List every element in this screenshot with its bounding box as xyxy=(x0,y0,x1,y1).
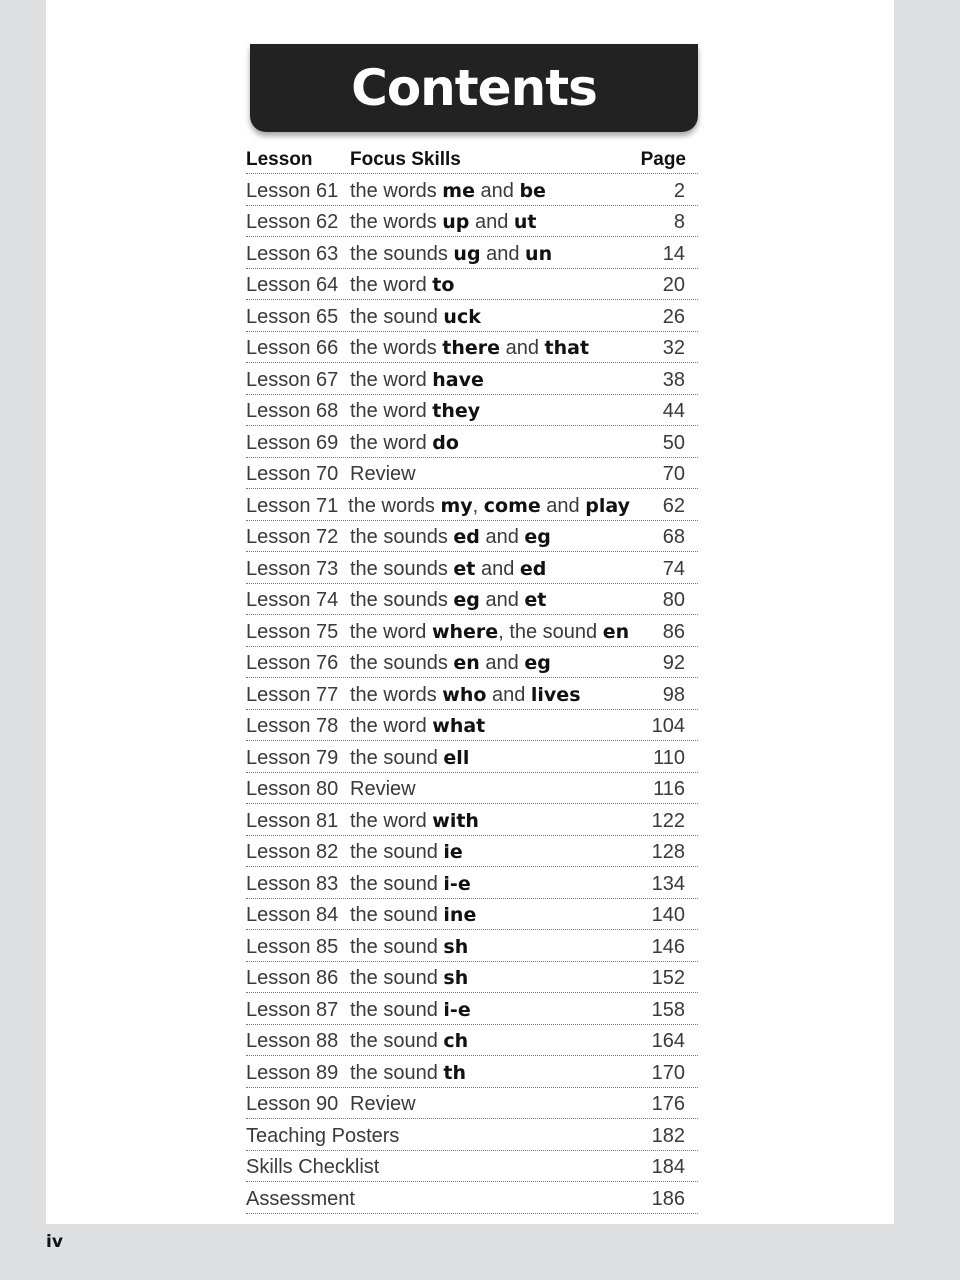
focus-keyword: et xyxy=(524,589,547,611)
table-row xyxy=(246,678,698,710)
focus-skill xyxy=(350,274,629,297)
focus-keyword: me xyxy=(442,179,475,202)
lesson-name: Lesson 78 xyxy=(246,715,339,737)
focus-keyword: my xyxy=(440,494,473,517)
lesson-name: Lesson 69 xyxy=(246,431,339,454)
header-page: Page xyxy=(640,149,686,170)
page-number-cell: 134 xyxy=(651,872,685,895)
focus-keyword: sh xyxy=(443,935,469,958)
focus-skill xyxy=(350,463,629,486)
focus-text: the words xyxy=(350,179,443,202)
focus-keyword: come xyxy=(483,494,541,517)
lesson-name: Lesson 64 xyxy=(246,274,339,296)
table-row xyxy=(246,237,698,269)
table-row xyxy=(246,867,698,899)
page-number-cell: 20 xyxy=(662,274,685,296)
focus-keyword: with xyxy=(432,809,479,832)
table-row xyxy=(246,458,698,490)
lesson-name: Lesson 77 xyxy=(246,683,339,706)
table-row xyxy=(246,174,698,206)
page-number-cell: 152 xyxy=(651,967,685,989)
lesson-name: Teaching Posters xyxy=(246,1124,400,1147)
focus-skill xyxy=(350,211,629,234)
table-body xyxy=(246,174,698,1214)
focus-text: the sound xyxy=(350,1030,444,1052)
lesson-name: Lesson 61 xyxy=(246,179,339,202)
lesson-name: Lesson 67 xyxy=(246,368,339,391)
focus-keyword: that xyxy=(544,337,590,359)
title-banner xyxy=(250,44,698,132)
table-row xyxy=(246,710,698,742)
focus-text: and xyxy=(469,211,514,233)
focus-keyword: what xyxy=(432,715,486,737)
focus-skill xyxy=(350,180,629,203)
focus-skill xyxy=(350,306,629,329)
table-row xyxy=(246,1025,698,1057)
focus-text: and xyxy=(474,179,520,202)
lesson-name: Lesson 90 xyxy=(246,1093,339,1115)
focus-skill xyxy=(350,558,629,581)
focus-text: the sound xyxy=(350,967,444,989)
focus-text: the word xyxy=(350,274,433,296)
lesson-name: Lesson 87 xyxy=(246,998,339,1021)
focus-skill xyxy=(350,873,629,896)
focus-skill xyxy=(350,747,629,770)
focus-keyword: eg xyxy=(524,526,551,548)
focus-text: and xyxy=(480,242,526,265)
focus-text: and xyxy=(479,589,525,611)
table-row xyxy=(246,1088,698,1120)
focus-text: the sound xyxy=(350,746,444,769)
page-number-cell: 140 xyxy=(651,904,685,926)
page-number-cell: 50 xyxy=(662,431,685,454)
table-row xyxy=(246,899,698,931)
page-number: iv xyxy=(46,1232,63,1252)
table-row xyxy=(246,1182,698,1214)
focus-skill xyxy=(350,369,629,392)
lesson-name: Lesson 80 xyxy=(246,778,339,800)
focus-keyword: ed xyxy=(519,557,547,580)
focus-keyword: en xyxy=(602,620,630,643)
table-row xyxy=(246,836,698,868)
page-number-cell: 164 xyxy=(651,1030,685,1052)
focus-skill xyxy=(350,526,629,549)
focus-keyword: sh xyxy=(443,967,469,989)
focus-skill xyxy=(350,337,629,360)
page-number-cell: 110 xyxy=(653,746,685,769)
lesson-name: Lesson 65 xyxy=(246,305,339,328)
focus-text: the words xyxy=(350,337,443,359)
focus-text: the sound xyxy=(350,935,444,958)
focus-skill xyxy=(350,778,629,801)
focus-text: and xyxy=(475,557,520,580)
focus-keyword: they xyxy=(432,400,481,422)
page-number-cell: 68 xyxy=(662,526,685,548)
header-lesson: Lesson xyxy=(246,149,313,170)
lesson-name: Lesson 66 xyxy=(246,337,339,359)
table-row xyxy=(246,647,698,679)
focus-text: the sounds xyxy=(350,242,454,265)
focus-text: and xyxy=(500,337,545,359)
table-row xyxy=(246,395,698,427)
page-number-cell: 62 xyxy=(662,494,685,517)
page-number-cell: 32 xyxy=(662,337,685,359)
focus-text: the word xyxy=(350,809,433,832)
focus-keyword: be xyxy=(519,179,546,202)
table-row xyxy=(246,489,698,521)
page-number-cell: 146 xyxy=(651,935,685,958)
focus-text: the word xyxy=(350,368,433,391)
focus-text: the sounds xyxy=(350,589,454,611)
focus-skill xyxy=(350,1030,629,1053)
focus-keyword: who xyxy=(442,683,487,706)
page-number-cell: 74 xyxy=(662,557,685,580)
focus-keyword: ug xyxy=(453,242,481,265)
focus-text: Review xyxy=(350,1093,416,1115)
focus-skill xyxy=(350,684,629,707)
page-number-cell: 158 xyxy=(651,998,685,1021)
lesson-name: Lesson 68 xyxy=(246,400,339,422)
lesson-name: Lesson 79 xyxy=(246,746,339,769)
lesson-name: Lesson 86 xyxy=(246,967,339,989)
focus-text: the sound xyxy=(350,1061,444,1084)
lesson-name: Lesson 62 xyxy=(246,211,339,233)
focus-text: the sound xyxy=(350,305,444,328)
table-header-row xyxy=(246,142,698,174)
lesson-name: Lesson 89 xyxy=(246,1061,339,1084)
table-row xyxy=(246,269,698,301)
page-number-cell: 44 xyxy=(662,400,685,422)
focus-keyword: ell xyxy=(443,746,470,769)
focus-text: the sounds xyxy=(350,557,454,580)
focus-keyword: ed xyxy=(453,526,480,548)
table-row xyxy=(246,521,698,553)
focus-text: the sound xyxy=(350,998,444,1021)
focus-text: and xyxy=(479,652,525,674)
focus-text: Review xyxy=(350,778,416,800)
focus-keyword: ch xyxy=(443,1030,469,1052)
table-row xyxy=(246,552,698,584)
page-number-cell: 104 xyxy=(651,715,685,737)
focus-keyword: play xyxy=(585,494,630,517)
focus-keyword: do xyxy=(432,431,459,454)
lesson-name: Lesson 84 xyxy=(246,904,339,926)
lesson-name: Assessment xyxy=(246,1187,355,1210)
focus-skill xyxy=(348,495,630,518)
focus-text: the sound xyxy=(350,841,444,863)
contents-table xyxy=(246,142,698,1214)
page-number-cell: 26 xyxy=(662,305,685,328)
lesson-name: Lesson 72 xyxy=(246,526,339,548)
page-number-cell: 116 xyxy=(653,778,685,800)
focus-keyword: uck xyxy=(443,305,481,328)
page-number-cell: 182 xyxy=(651,1124,685,1147)
focus-skill xyxy=(350,904,629,927)
focus-keyword: ine xyxy=(443,904,477,926)
focus-skill xyxy=(350,589,629,612)
table-row xyxy=(246,930,698,962)
table-row xyxy=(246,332,698,364)
page-number-cell: 170 xyxy=(651,1061,685,1084)
table-row xyxy=(246,1119,698,1151)
page-number-cell: 70 xyxy=(662,463,685,485)
focus-keyword: there xyxy=(442,337,501,359)
lesson-name: Lesson 74 xyxy=(246,589,339,611)
focus-skill xyxy=(350,841,629,864)
focus-keyword: ie xyxy=(443,841,463,863)
focus-keyword: ut xyxy=(513,211,537,233)
focus-text: the sound xyxy=(350,904,444,926)
lesson-name: Lesson 82 xyxy=(246,841,339,863)
focus-skill xyxy=(350,967,629,990)
page-number-cell: 122 xyxy=(651,809,685,832)
table-row xyxy=(246,584,698,616)
focus-text: the word xyxy=(350,400,433,422)
lesson-name: Lesson 71 xyxy=(246,494,339,517)
page-number-cell: 8 xyxy=(673,211,685,233)
focus-keyword: where xyxy=(431,620,499,643)
table-row xyxy=(246,1151,698,1183)
focus-keyword: i-e xyxy=(443,872,471,895)
focus-text: the words xyxy=(348,494,441,517)
focus-skill xyxy=(350,243,629,266)
table-row xyxy=(246,363,698,395)
lesson-name: Skills Checklist xyxy=(246,1156,380,1178)
table-row xyxy=(246,426,698,458)
table-row xyxy=(246,962,698,994)
lesson-name: Lesson 70 xyxy=(246,463,339,485)
page-number-cell: 38 xyxy=(662,368,685,391)
focus-keyword: up xyxy=(442,211,470,233)
table-row xyxy=(246,300,698,332)
focus-skill xyxy=(350,715,629,738)
lesson-name: Lesson 63 xyxy=(246,242,339,265)
focus-keyword: et xyxy=(453,557,476,580)
table-row xyxy=(246,206,698,238)
focus-keyword: i-e xyxy=(443,998,471,1021)
focus-skill xyxy=(350,1062,629,1085)
focus-keyword: to xyxy=(432,274,455,296)
focus-text: the word xyxy=(350,431,433,454)
page-number-cell: 86 xyxy=(662,620,685,643)
focus-keyword: en xyxy=(453,652,480,674)
lesson-name: Lesson 73 xyxy=(246,557,339,580)
page-number-cell: 176 xyxy=(651,1093,685,1115)
focus-skill xyxy=(350,1093,629,1116)
focus-keyword: eg xyxy=(524,652,551,674)
focus-skill xyxy=(350,621,629,644)
page-number-cell: 14 xyxy=(662,242,685,265)
table-row xyxy=(246,741,698,773)
focus-text: the words xyxy=(350,211,443,233)
focus-text: Review xyxy=(350,463,416,485)
lesson-name: Lesson 81 xyxy=(246,809,339,832)
focus-keyword: un xyxy=(525,242,553,265)
page-number-cell: 184 xyxy=(651,1156,685,1178)
table-row xyxy=(246,615,698,647)
focus-skill xyxy=(350,999,629,1022)
focus-keyword: have xyxy=(432,368,484,391)
focus-text: and xyxy=(540,494,586,517)
focus-skill xyxy=(350,400,629,423)
lesson-name: Lesson 88 xyxy=(246,1030,339,1052)
focus-text: and xyxy=(486,683,531,706)
page-number-cell: 2 xyxy=(673,179,685,202)
focus-text: , the sound xyxy=(498,620,603,643)
header-focus-skills: Focus Skills xyxy=(350,149,461,170)
focus-keyword: eg xyxy=(453,589,480,611)
table-row xyxy=(246,773,698,805)
focus-skill xyxy=(350,432,629,455)
lesson-name: Lesson 83 xyxy=(246,872,339,895)
focus-text: the words xyxy=(350,683,443,706)
lesson-name: Lesson 76 xyxy=(246,652,339,674)
page-title: Contents xyxy=(351,59,597,117)
focus-skill xyxy=(350,936,629,959)
focus-text: the sound xyxy=(350,872,444,895)
page-number-cell: 92 xyxy=(662,652,685,674)
lesson-name: Lesson 75 xyxy=(246,620,339,643)
page-number-cell: 186 xyxy=(651,1187,685,1210)
focus-text: the word xyxy=(350,715,433,737)
focus-skill xyxy=(350,652,629,675)
focus-text: the sounds xyxy=(350,652,454,674)
focus-text: and xyxy=(479,526,525,548)
focus-text: the sounds xyxy=(350,526,454,548)
focus-text: , xyxy=(472,494,484,517)
page-number-cell: 80 xyxy=(662,589,685,611)
page-number-cell: 98 xyxy=(662,683,685,706)
table-row xyxy=(246,1056,698,1088)
table-row xyxy=(246,804,698,836)
focus-keyword: lives xyxy=(530,683,581,706)
focus-skill xyxy=(350,810,629,833)
page-number-cell: 128 xyxy=(651,841,685,863)
lesson-name: Lesson 85 xyxy=(246,935,339,958)
table-row xyxy=(246,993,698,1025)
focus-text: the word xyxy=(349,620,432,643)
focus-keyword: th xyxy=(443,1061,467,1084)
